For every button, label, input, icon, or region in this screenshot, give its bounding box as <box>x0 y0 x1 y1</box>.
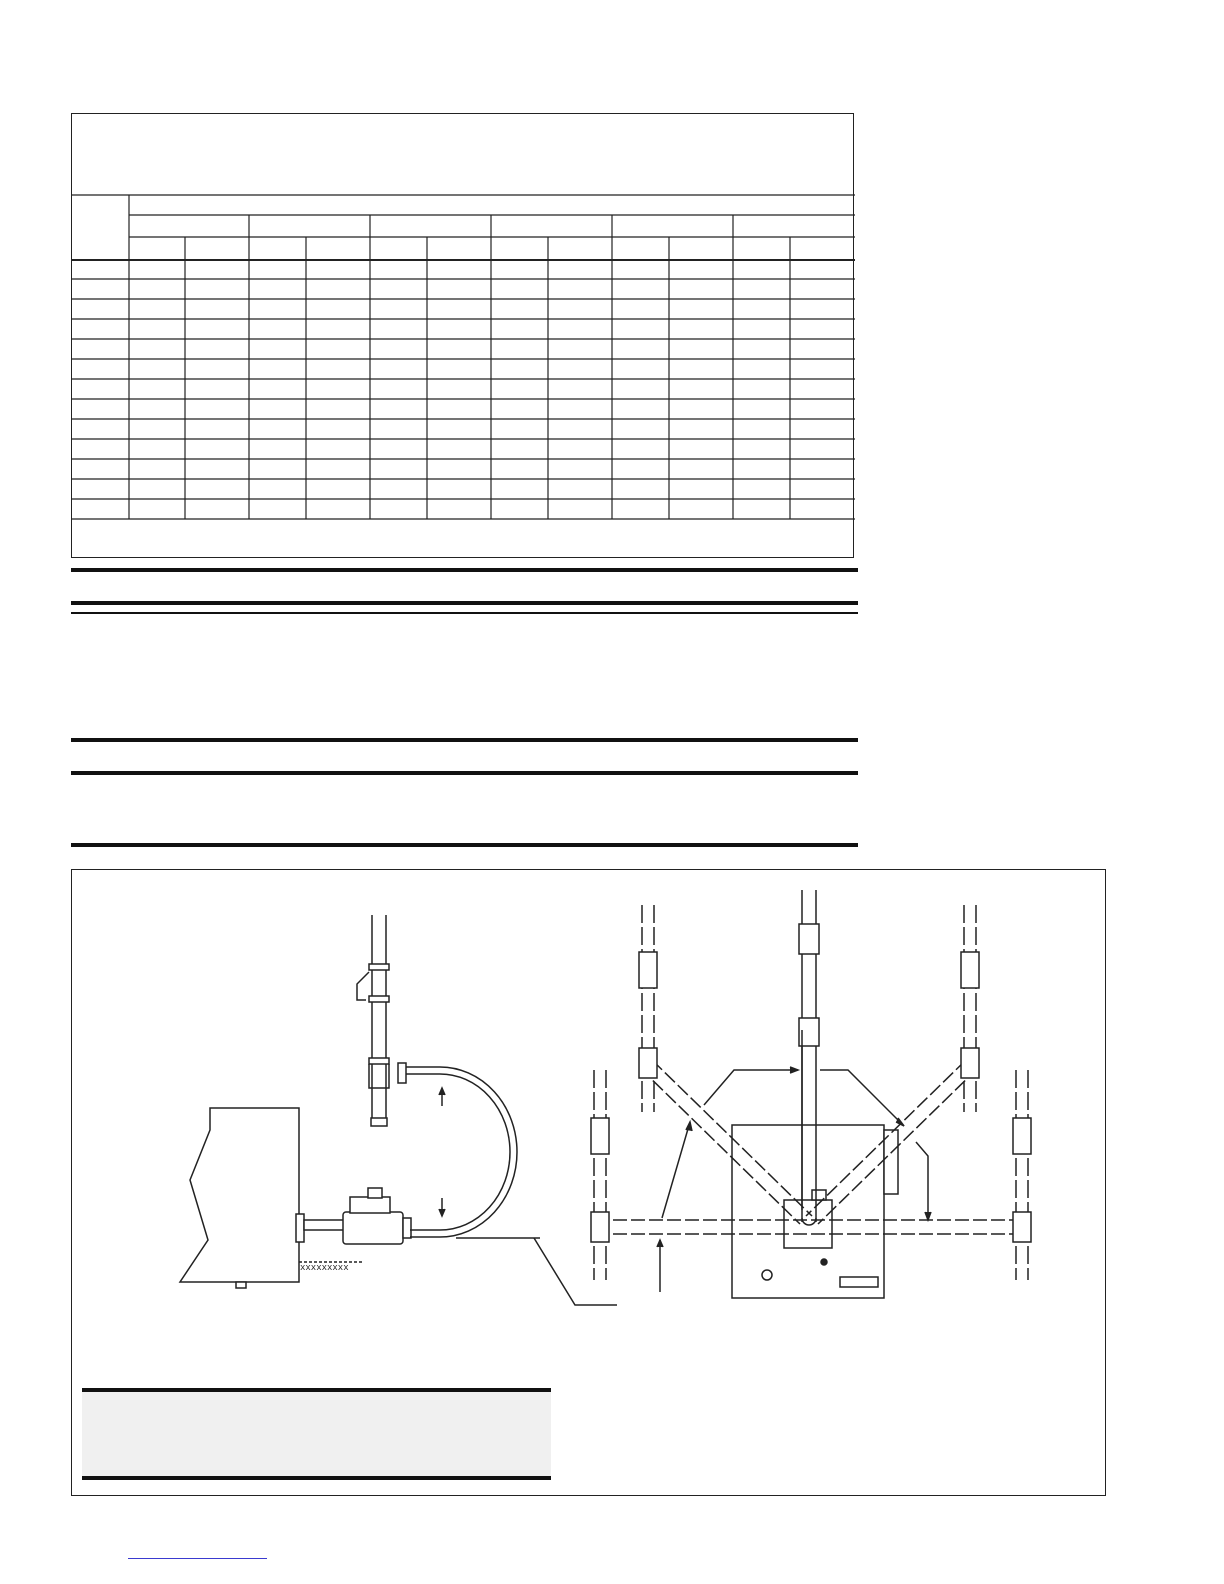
data-table <box>71 113 854 558</box>
footer-link-underline[interactable] <box>128 1558 267 1559</box>
svg-text:xxxxxxxxx: xxxxxxxxx <box>300 1263 349 1273</box>
section-rule <box>71 612 858 614</box>
note-box <box>82 1388 551 1480</box>
section-rule <box>71 568 858 572</box>
section-rule <box>71 601 858 605</box>
section-rule <box>71 771 858 775</box>
table-grid <box>72 114 855 559</box>
section-rule <box>71 843 858 847</box>
section-rule <box>71 738 858 742</box>
